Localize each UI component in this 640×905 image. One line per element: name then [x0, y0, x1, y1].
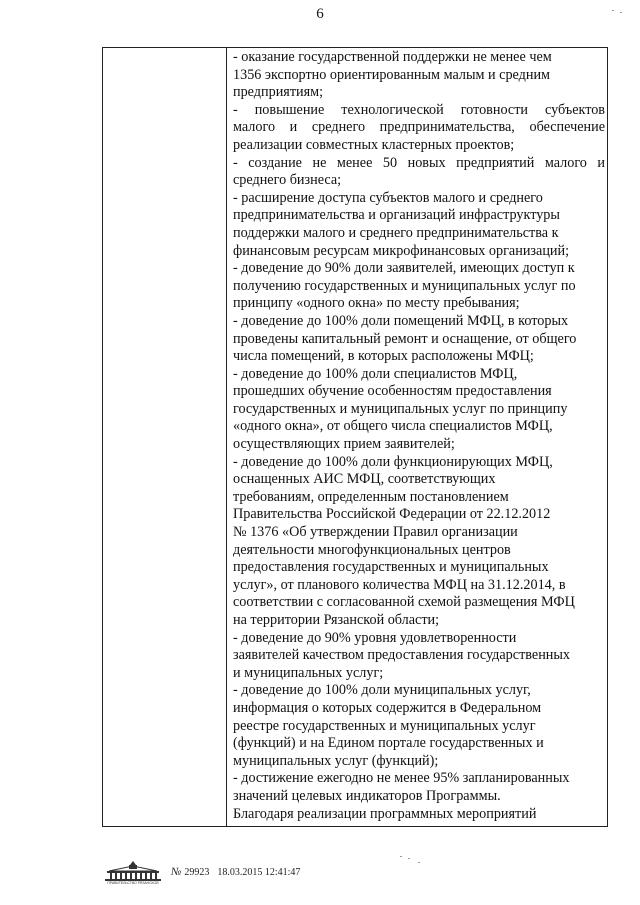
text-line: соответствии с согласованной схемой размещения МФЦ: [233, 594, 575, 611]
text-line: реестре государственных и муниципальных услуг: [233, 717, 536, 734]
registration-number-value: 29923: [184, 866, 210, 878]
scan-speck: [408, 858, 410, 859]
text-line: и муниципальных услуг;: [233, 664, 384, 681]
scan-speck: [620, 12, 622, 13]
text-line: предоставления государственных и муниципальных: [233, 559, 549, 576]
text-line: среднего бизнеса;: [233, 172, 342, 189]
text-line: предпринимательства и организаций инфраструктуры: [233, 207, 560, 224]
number-sign: №: [171, 866, 182, 878]
scan-speck: [400, 856, 402, 857]
registration-number: [171, 866, 209, 878]
text-column: [233, 49, 605, 823]
text-line: - достижение ежегодно не менее 95% запланированных: [233, 770, 570, 787]
text-line: - доведение до 100% доли специалистов МФЦ,: [233, 365, 518, 382]
text-line: числа помещений, в которых расположены МФЦ;: [233, 348, 534, 365]
text-line: 1356 экспортно ориентированным малым и средним: [233, 66, 551, 83]
text-line: требованиям, определенным постановлением: [233, 488, 509, 505]
text-line: муниципальных услуг (функций);: [233, 752, 439, 769]
content-table: [102, 47, 608, 827]
stamp-caption: ПРАВИТЕЛЬСТВО РЯЗАНСКОЙ: [107, 881, 159, 884]
text-line: информация о которых содержится в Федеральном: [233, 699, 542, 716]
text-line: на территории Рязанской области;: [233, 612, 440, 628]
text-line: - доведение до 100% доли функционирующих МФЦ,: [233, 453, 553, 470]
text-line: предприятиям;: [233, 84, 324, 101]
text-line: малого и среднего предпринимательства, обеспечение: [233, 119, 605, 136]
text-line: принципу «одного окна» по месту пребывания;: [233, 295, 520, 312]
text-line: поддержки малого и среднего предпринимательства к: [233, 224, 559, 241]
text-line: деятельности многофункциональных центров: [233, 541, 511, 558]
text-line: осуществляющих прием заявителей;: [233, 436, 455, 453]
text-line: «одного окна», от общего числа специалистов МФЦ,: [233, 418, 553, 435]
text-line: - доведение до 90% доли заявителей, имеющих доступ к: [233, 260, 575, 277]
text-line: - доведение до 100% доли муниципальных услуг,: [233, 682, 531, 699]
text-line: - повышение технологической готовности субъектов: [233, 101, 605, 118]
text-line: заявителей качеством предоставления государственных: [233, 647, 570, 664]
text-line: - создание не менее 50 новых предприятий малого и: [233, 154, 605, 171]
government-building-stamp-icon: [103, 860, 163, 884]
text-line: проведены капитальный ремонт и оснащение, от общего: [233, 330, 577, 347]
text-line: - доведение до 90% уровня удовлетворенности: [233, 629, 517, 646]
text-line: получению государственных и муниципальных услуг по: [233, 277, 576, 294]
text-line: прошедших обучение особенностям предоставления: [233, 383, 552, 400]
registration-footer: [103, 860, 300, 884]
text-line: государственных и муниципальных услуг по принципу: [233, 400, 568, 417]
column-divider: [226, 48, 227, 826]
text-line: № 1376 «Об утверждении Правил организации: [233, 524, 518, 541]
page-number: 6: [316, 6, 324, 22]
text-line: Благодаря реализации программных мероприятий: [233, 805, 537, 822]
text-line: (функций) и на Едином портале государственных и: [233, 735, 544, 752]
text-line: значений целевых индикаторов Программы.: [233, 787, 501, 804]
text-line: - доведение до 100% доли помещений МФЦ, в которых: [233, 312, 569, 329]
text-line: - оказание государственной поддержки не менее чем: [233, 49, 552, 65]
scan-speck: [418, 862, 420, 863]
text-line: Правительства Российской Федерации от 22.12.2012: [233, 506, 551, 523]
text-line: оснащенных АИС МФЦ, соответствующих: [233, 471, 496, 488]
registration-datetime: 18.03.2015 12:41:47: [217, 866, 301, 878]
text-line: - расширение доступа субъектов малого и среднего: [233, 189, 543, 206]
text-line: финансовым ресурсам микрофинансовых организаций;: [233, 242, 570, 259]
scan-speck: [612, 10, 614, 11]
text-line: реализации совместных кластерных проектов;: [233, 136, 515, 153]
text-line: услуг», от планового количества МФЦ на 31.12.2014, в: [233, 576, 566, 593]
